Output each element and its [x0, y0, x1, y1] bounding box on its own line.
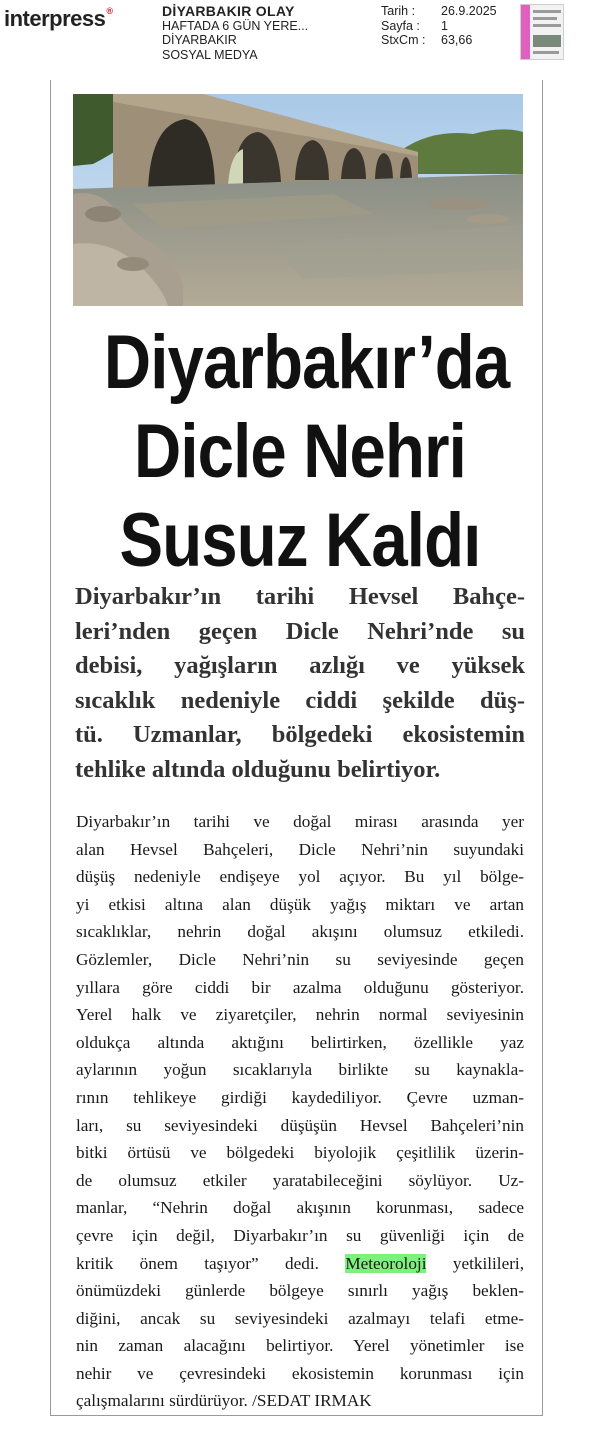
headline-line: Susuz Kaldı [119, 498, 481, 583]
meta-label: Tarih : [381, 4, 416, 18]
body-line: Yerel halk ve ziyaretçiler, nehrin normal seviyesinin [76, 1005, 524, 1025]
meta-row-page [381, 19, 497, 34]
article-headline [103, 318, 510, 585]
article-lead [75, 580, 525, 787]
body-line: Gözlemler, Dicle Nehri’nin su seviyesinde geçen [76, 949, 524, 969]
body-line: manlar, “Nehrin doğal akışının korunması, sadece [76, 1198, 524, 1218]
lead-line: tü. Uzmanlar, bölgedeki ekosistemin [75, 721, 525, 748]
body-line: önümüzdeki günlerde bölgeye sınırlı yağış beklen- [76, 1281, 524, 1301]
lead-line: debisi, yağışların azlığı ve yüksek [75, 652, 525, 679]
body-line: oldukça altında aktığını belirtirken, özellikle yaz [76, 1032, 524, 1052]
page-thumbnail[interactable] [520, 4, 564, 60]
article-photo [73, 94, 523, 306]
lead-line: tehlike altında olduğunu belirtiyor. [75, 755, 441, 783]
body-line: aylarının yoğun sıcaklarıyla birlikte su kaynakla- [76, 1060, 524, 1080]
body-line: Diyarbakır’ın tarihi ve doğal mirası arasında yer [76, 812, 524, 831]
body-line: rının tehlikeye girdiği kaydediliyor. Çevre uzman- [76, 1087, 524, 1107]
body-line: sıcaklıklar, nehrin doğal akışını olumsuz etkiledi. [76, 922, 524, 942]
meta-label: Sayfa : [381, 18, 420, 33]
body-text: yetkilileri, [452, 1253, 525, 1273]
body-line: düşüş nedeniyle endişeye yol açıyor. Bu yıl bölge- [76, 867, 524, 887]
body-text: kritik önem taşıyor” dedi. [76, 1253, 319, 1273]
meta-value: 26.9.2025 [441, 4, 497, 18]
body-line-byline: çalışmalarını sürdürüyor. /SEDAT IRMAK [76, 1391, 372, 1411]
publication-name: DİYARBAKIR OLAY [162, 3, 295, 19]
body-line: çevre için değil, Diyarbakır’ın su güvenliği için de [76, 1225, 524, 1245]
body-line: bitki örtüsü ve bölgedeki biyolojik çeşitlilik üzerin- [76, 1143, 524, 1163]
meta-value: 63,66 [441, 33, 473, 47]
article-body [76, 808, 524, 1415]
publication-city: DİYARBAKIR [162, 33, 237, 47]
body-line: ları, su seviyesindeki düşüşün Hevsel Bahçeleri’nin [76, 1115, 524, 1135]
lead-line: sıcaklık nedeniyle ciddi şekilde düş- [75, 686, 525, 714]
meta-label: StxCm : [381, 33, 426, 47]
interpress-logo: interpress® [4, 6, 113, 31]
headline-line: Diyarbakır’da [103, 320, 510, 405]
body-line: nehir ve çevresindeki ekosistemin korunması için [76, 1363, 524, 1383]
body-line: diğini, ancak su seviyesindeki azalmayı telafi etme- [76, 1308, 524, 1328]
body-line: de olumsuz etkiler yaratabileceğini söylüyor. Uz- [76, 1170, 524, 1190]
headline-line: Dicle Nehri [133, 409, 466, 494]
dicle-bridge-photo [73, 94, 523, 306]
publication-category: SOSYAL MEDYA [162, 47, 258, 62]
meta-row-date [381, 4, 497, 19]
body-line: alan Hevsel Bahçeleri, Dicle Nehri’nin suyundaki [76, 839, 524, 859]
meta-row-size [381, 33, 497, 48]
lead-line: leri’nden geçen Dicle Nehri’nde su [75, 617, 525, 645]
body-line: yıllara göre ciddi bir azalma olduğunu gösteriyor. [76, 977, 524, 997]
publication-frequency: HAFTADA 6 GÜN YERE... [162, 18, 309, 33]
publication-info [162, 4, 372, 62]
clipping-meta [381, 4, 497, 48]
body-line: nin zaman alacağını belirtiyor. Yerel yönetimler ise [76, 1336, 524, 1356]
lead-line: Diyarbakır’ın tarihi Hevsel Bahçe- [75, 583, 525, 610]
highlighted-keyword: Meteoroloji [345, 1253, 427, 1273]
meta-value: 1 [441, 18, 448, 33]
body-line-highlighted [76, 1250, 524, 1278]
body-line: yi etkisi altına alan düşük yağış miktarı ve artan [76, 894, 524, 914]
